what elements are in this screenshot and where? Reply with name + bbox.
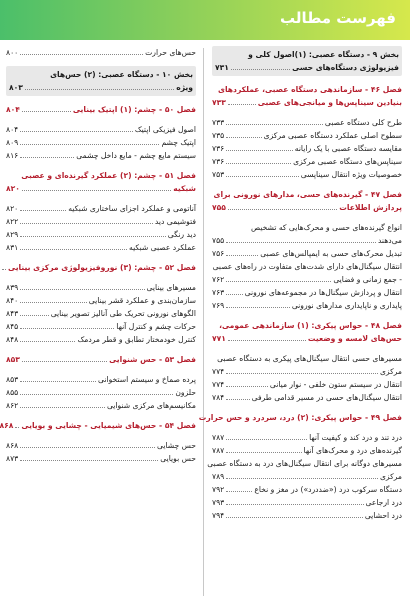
page-number: ۷۵۵	[212, 203, 226, 212]
dot-leader	[226, 163, 291, 164]
page-number: ۸۶۸	[0, 421, 14, 430]
dot-leader	[20, 249, 127, 250]
toc-entry	[212, 391, 402, 404]
entry-title: بخش ۹ - دستگاه عصبی: (۱)اصول کلی و	[248, 50, 399, 59]
page-number: ۷۷۱	[212, 334, 226, 343]
dot-leader	[226, 491, 252, 492]
toc-entry	[6, 399, 196, 412]
page-number: ۷۶۲	[212, 275, 225, 284]
entry-title: اپتیک چشم	[161, 138, 196, 147]
page-number: ۸۴۳	[6, 309, 19, 318]
page-number: ۸۵۵	[6, 388, 19, 397]
page-number: ۸۳۹	[6, 283, 19, 292]
page-number: ۸۲۲	[6, 217, 19, 226]
entry-title: حرکات چشم و کنترل آنها	[116, 322, 196, 331]
heading-line	[212, 201, 402, 214]
entry-title: فصل ۵۲ - چشم: (۳) نوروفیزیولوژی مرکزی بینایی	[8, 263, 196, 272]
page-number: ۸۶۸	[6, 441, 19, 450]
dot-leader	[226, 504, 363, 505]
entry-title: حس‌های لامسه و وضعیت	[307, 334, 402, 343]
toc-entry	[6, 320, 196, 333]
dot-leader	[20, 407, 105, 408]
page-number: ۸۰۳	[9, 83, 23, 92]
dot-leader	[25, 89, 174, 90]
toc-entry	[212, 286, 402, 299]
dot-leader	[20, 144, 159, 145]
entry-title: بنیادین سیناپس‌ها و میانجی‌های عصبی	[257, 98, 402, 107]
page-number: ۸۲۰	[6, 184, 20, 193]
toc-entry	[212, 129, 402, 142]
entry-title: فیزیولوژی دستگاه‌های حسی	[292, 63, 399, 72]
page-number: ۷۳۳	[212, 118, 225, 127]
entry-title: انتقال در سیستم ستون خلفی - نوار میانی	[269, 380, 402, 389]
entry-title: مرکزی	[379, 472, 402, 481]
toc-entry	[212, 221, 402, 234]
page-number: ۸۵۳	[6, 375, 19, 384]
page-number: ۷۷۴	[212, 367, 225, 376]
entry-title: پرده صماخ و سیستم استخوانی	[98, 375, 196, 384]
entry-title: فصل ۵۴ - حس‌های شیمیایی - چشایی و بویایی	[21, 421, 196, 430]
page-number: ۷۹۲	[212, 485, 225, 494]
dot-leader	[20, 328, 114, 329]
entry-title: مقایسه دستگاه عصبی با یک رایانه	[294, 144, 402, 153]
chapter-heading	[212, 83, 402, 109]
dot-leader	[226, 124, 323, 125]
page-number: ۷۳۳	[212, 98, 226, 107]
dot-leader	[226, 176, 298, 177]
toc-entry	[6, 294, 196, 307]
entry-title: فصل ۴۸ - حواس پیکری: (۱) سازماندهی عمومی،	[219, 321, 402, 330]
right-column	[198, 46, 402, 529]
page-number: ۸۴۸	[6, 335, 19, 344]
toc-entry	[6, 373, 196, 386]
toc-entry	[6, 123, 196, 136]
dot-leader	[226, 255, 258, 256]
page-number: ۷۶۹	[212, 301, 225, 310]
entry-title: سیناپس‌های دستگاه عصبی مرکزی	[293, 157, 402, 166]
toc-entry	[212, 483, 402, 496]
dot-leader	[226, 242, 376, 243]
dot-leader	[20, 381, 96, 382]
entry-title: الگوهای نورونی تحریک طی آنالیز تصویر بینایی	[50, 309, 196, 318]
dot-leader	[20, 157, 74, 158]
toc-entry	[212, 273, 402, 286]
entry-title: درد احشایی	[364, 511, 402, 520]
toc-entry	[6, 46, 196, 59]
dot-leader	[22, 190, 171, 191]
entry-title: انتقال سیگنال‌های حسی در مسیر قدامی طرفی	[251, 393, 402, 402]
toc-entry	[212, 247, 402, 260]
toc-entries	[207, 431, 402, 522]
entry-title: حس بویایی	[160, 454, 196, 463]
entry-title: فصل ۵۳ - حس شنوایی	[109, 355, 196, 364]
entry-title: فصل ۴۶ - سازماندهی دستگاه عصبی، عملکردهای	[217, 85, 402, 94]
page-number: ۷۳۶	[212, 157, 225, 166]
dot-leader	[226, 137, 261, 138]
toc-entries	[6, 202, 196, 254]
toc-entry	[6, 202, 196, 215]
toc-entry	[212, 509, 402, 522]
page-number: ۸۰۴	[6, 125, 19, 134]
column-divider	[203, 48, 204, 596]
entry-title: آناتومی و عملکرد اجزای ساختاری شبکیه	[68, 204, 196, 213]
heading-line	[0, 419, 196, 432]
toc-entry	[212, 168, 402, 181]
dot-leader	[226, 478, 378, 479]
toc-entry	[212, 299, 402, 312]
page-number: ۷۸۷	[212, 433, 225, 442]
page-number: ۸۷۳	[6, 454, 19, 463]
page-number: ۸۲۰	[6, 204, 19, 213]
dot-leader	[228, 209, 337, 210]
page-number: ۷۸۹	[212, 472, 225, 481]
toc-entry	[212, 234, 402, 247]
entry-title: گیرنده‌های درد و محرک‌های آنها	[303, 446, 402, 455]
entry-title: فتوشیمی دید	[154, 217, 196, 226]
part-heading	[212, 46, 402, 76]
page-number: ۷۳۵	[212, 131, 225, 140]
heading-line	[212, 332, 402, 345]
page-number: ۸۴۰	[6, 296, 19, 305]
entry-title: مسیرهای حسی انتقال سیگنال‌های پیکری به دستگاه عصبی	[217, 354, 402, 363]
entry-title: - جمع زمانی و فضایی	[333, 275, 402, 284]
heading-line	[212, 96, 402, 109]
toc-entry	[6, 215, 196, 228]
page-number: ۷۷۴	[212, 380, 225, 389]
dot-leader	[22, 111, 71, 112]
entry-title: حلزون	[175, 388, 196, 397]
toc-entry	[212, 444, 402, 457]
entry-title: دید رنگی	[167, 230, 196, 239]
entry-title: می‌دهند	[377, 236, 402, 245]
toc-header-bar	[0, 0, 410, 40]
entry-title: خصوصیات ویژه انتقال سیناپسی	[300, 170, 402, 179]
chapter-heading	[6, 169, 196, 195]
entry-title: فصل ۴۹ - حواس پیکری: (۲) درد، سردرد و حس حرارت	[198, 413, 402, 422]
toc-entry	[207, 457, 402, 470]
heading-line	[215, 61, 399, 74]
dot-leader	[226, 386, 268, 387]
entry-title: پایداری و ناپایداری مدارهای نورونی	[291, 301, 402, 310]
dot-leader	[20, 236, 166, 237]
entry-title: طرح کلی دستگاه عصبی	[324, 118, 402, 127]
dot-leader	[20, 315, 48, 316]
toc-entry	[212, 378, 402, 391]
toc-entry	[212, 470, 402, 483]
page-title: فهرست مطالب	[280, 9, 396, 27]
entry-title: عملکرد عصبی شبکیه	[129, 243, 196, 252]
entry-title: دستگاه سرکوب درد («ضددرد») در مغز و نخاع	[254, 485, 402, 494]
toc-entry	[6, 452, 196, 465]
toc-entry	[6, 228, 196, 241]
dot-leader	[20, 447, 155, 448]
toc-entry	[212, 352, 402, 365]
page-number: ۸۲۹	[6, 230, 19, 239]
entry-title: فصل ۴۷ - گیرنده‌های حسی، مدارهای نورونی برای	[213, 190, 402, 199]
page-number: ۸۰۹	[6, 138, 19, 147]
toc-entries	[6, 123, 196, 162]
page-number: ۸۳۱	[6, 243, 19, 252]
heading-line	[212, 83, 402, 96]
page-number: ۷۸۷	[212, 446, 225, 455]
page-number: ۷۸۴	[212, 393, 225, 402]
dot-leader	[228, 104, 256, 105]
toc-entry	[212, 431, 402, 444]
toc-entries	[212, 352, 402, 404]
page-number: ۷۳۶	[212, 144, 225, 153]
toc-entries	[6, 373, 196, 412]
toc-entry	[6, 149, 196, 162]
heading-line	[6, 182, 196, 195]
heading-line	[212, 188, 402, 201]
entry-title: فصل ۵۱ - چشم: (۲) عملکرد گیرنده‌ای و عصبی	[21, 171, 196, 180]
entry-title: شبکیه	[173, 184, 196, 193]
entry-title: انواع گیرنده‌های حسی و محرک‌هایی که تشخیص	[251, 223, 402, 232]
dot-leader	[20, 289, 144, 290]
entry-title: بخش ۱۰ - دستگاه عصبی: (۲) حس‌های	[50, 70, 193, 79]
heading-line	[212, 319, 402, 332]
entry-title: انتقال و پردازش سیگنال‌ها در مجموعه‌های نورونی	[244, 288, 402, 297]
dot-leader	[20, 394, 173, 395]
entry-title: درد ارجاعی	[365, 498, 402, 507]
toc-entries	[6, 439, 196, 465]
entry-title: حس‌های حرارت	[145, 48, 196, 57]
dot-leader	[20, 210, 66, 211]
entry-title: مرکزی	[379, 367, 402, 376]
chapter-heading	[6, 353, 196, 366]
dot-leader	[226, 150, 293, 151]
heading-line	[9, 81, 193, 94]
page-number: ۸۶۲	[6, 401, 19, 410]
heading-line	[9, 68, 193, 81]
toc-entry	[6, 136, 196, 149]
entry-title: سیستم مایع چشم - مایع داخل چشمی	[76, 151, 196, 160]
toc-entry	[212, 142, 402, 155]
entry-title: مسیرهای بینایی	[146, 283, 196, 292]
entry-title: فصل ۵۰ - چشم: (۱) اپتیک بینایی	[72, 105, 196, 114]
page-number: ۸۵۳	[6, 355, 20, 364]
page-number: ۷۵۶	[212, 249, 225, 258]
dot-leader	[226, 452, 301, 453]
dot-leader	[226, 281, 331, 282]
entry-title: کنترل خودمختار تطابق و قطر مردمک	[77, 335, 196, 344]
entry-title: انتقال سیگنال‌های دارای شدت‌های متفاوت در راه‌های عصبی	[212, 262, 402, 271]
part-heading	[6, 66, 196, 96]
page-number: ۸۱۶	[6, 151, 19, 160]
entry-title: درد تند و درد کند و کیفیت آنها	[309, 433, 402, 442]
page-number: ۸۰۴	[6, 105, 20, 114]
dot-leader	[226, 307, 290, 308]
page-number: ۷۵۵	[212, 236, 225, 245]
page-number: ۸۰۰	[6, 48, 19, 57]
chapter-heading	[198, 411, 402, 424]
heading-line	[198, 411, 402, 424]
page-number: ۷۹۴	[212, 511, 225, 520]
chapter-heading	[212, 188, 402, 214]
page-number: ۷۵۳	[212, 170, 225, 179]
entry-title: سطوح اصلی عملکرد دستگاه عصبی مرکزی	[263, 131, 402, 140]
entry-title: تبدیل محرک‌های حسی به ایمپالس‌های عصبی	[260, 249, 402, 258]
heading-line	[215, 48, 399, 61]
toc-entry	[6, 241, 196, 254]
left-column	[0, 46, 196, 472]
toc-entries	[212, 116, 402, 181]
toc-entry	[212, 496, 402, 509]
dot-leader	[231, 69, 290, 70]
dot-leader	[15, 427, 19, 428]
entry-title: مسیرهای دوگانه برای انتقال سیگنال‌های درد به دستگاه عصبی	[207, 459, 402, 468]
toc-entry	[6, 439, 196, 452]
entry-title: ویژه	[176, 83, 193, 92]
dot-leader	[20, 54, 143, 55]
entry-title: مکانیسم‌های مرکزی شنوایی	[106, 401, 196, 410]
heading-line	[6, 261, 196, 274]
dot-leader	[226, 294, 242, 295]
dot-leader	[20, 131, 133, 132]
toc-entries	[212, 221, 402, 312]
toc-entry	[212, 260, 402, 273]
chapter-heading	[6, 261, 196, 274]
toc-entries	[6, 281, 196, 346]
dot-leader	[2, 269, 6, 270]
toc-entry	[212, 116, 402, 129]
toc-entry	[212, 365, 402, 378]
dot-leader	[20, 460, 158, 461]
heading-line	[6, 353, 196, 366]
toc-entry	[6, 307, 196, 320]
page-number: ۷۹۳	[212, 498, 225, 507]
page-number: ۷۶۳	[212, 288, 225, 297]
dot-leader	[20, 223, 153, 224]
chapter-heading	[212, 319, 402, 345]
toc-entry	[6, 386, 196, 399]
entry-title: پردازش اطلاعات	[339, 203, 402, 212]
dot-leader	[226, 517, 363, 518]
dot-leader	[20, 341, 75, 342]
page-number: ۸۴۵	[6, 322, 19, 331]
entry-title: حس چشایی	[156, 441, 196, 450]
dot-leader	[22, 361, 107, 362]
page-number: ۷۳۱	[215, 63, 229, 72]
dot-leader	[20, 302, 87, 303]
heading-line	[6, 103, 196, 116]
heading-line	[6, 169, 196, 182]
entry-title: اصول فیزیکی اپتیک	[134, 125, 196, 134]
dot-leader	[226, 399, 249, 400]
toc-entries	[6, 46, 196, 59]
entry-title: سازمان‌بندی و عملکرد قشر بینایی	[88, 296, 196, 305]
chapter-heading	[6, 103, 196, 116]
dot-leader	[226, 439, 307, 440]
dot-leader	[228, 340, 306, 341]
dot-leader	[226, 373, 378, 374]
toc-entry	[212, 155, 402, 168]
chapter-heading	[0, 419, 196, 432]
toc-entry	[6, 333, 196, 346]
toc-entry	[6, 281, 196, 294]
